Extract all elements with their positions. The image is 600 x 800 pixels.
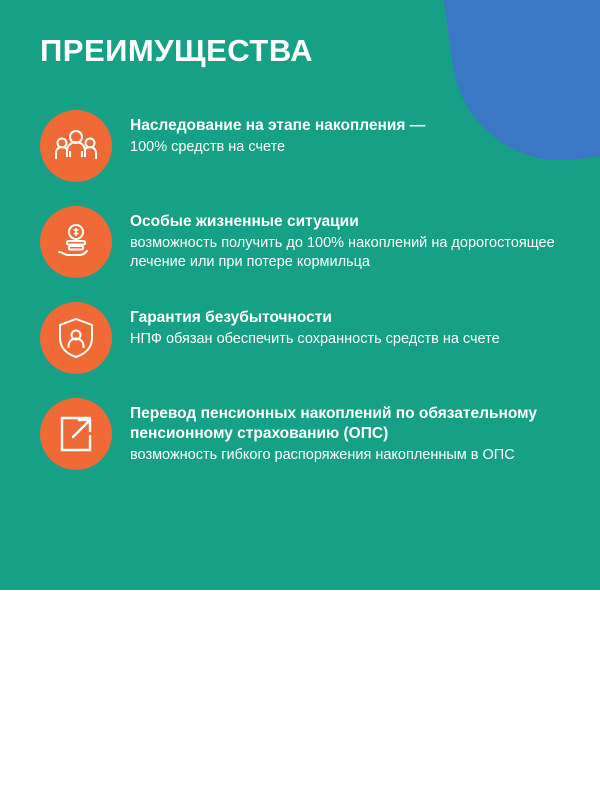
list-item	[0, 110, 600, 182]
item-heading: Перевод пенсионных накоплений по обязательному пенсионному страхованию (ОПС)	[130, 405, 538, 442]
item-text-block	[130, 206, 560, 272]
page-title: ПРЕИМУЩЕСТВА	[40, 33, 314, 68]
item-text-block	[130, 398, 560, 465]
list-item	[0, 302, 600, 374]
item-heading: Наследование на этапе накопления —	[130, 117, 426, 134]
item-body: 100% средств на счете	[130, 138, 286, 155]
hand-with-coins-icon	[40, 206, 112, 278]
advantages-list	[0, 110, 600, 494]
family-group-icon	[40, 110, 112, 182]
item-heading: Гарантия безубыточности	[130, 309, 332, 326]
list-item	[0, 398, 600, 470]
blank-footer-area	[0, 590, 600, 800]
shield-person-icon	[40, 302, 112, 374]
item-body: возможность получить до 100% накоплений на дорогостоящее лечение или при потере кормильца	[130, 234, 555, 271]
item-text-block	[130, 302, 500, 349]
item-heading: Особые жизненные ситуации	[130, 213, 359, 230]
item-body: возможность гибкого распоряжения накопленным в ОПС	[130, 446, 515, 463]
item-text-block	[130, 110, 425, 157]
transfer-arrow-icon	[40, 398, 112, 470]
item-body: НПФ обязан обеспечить сохранность средств на счете	[130, 330, 500, 347]
list-item	[0, 206, 600, 278]
